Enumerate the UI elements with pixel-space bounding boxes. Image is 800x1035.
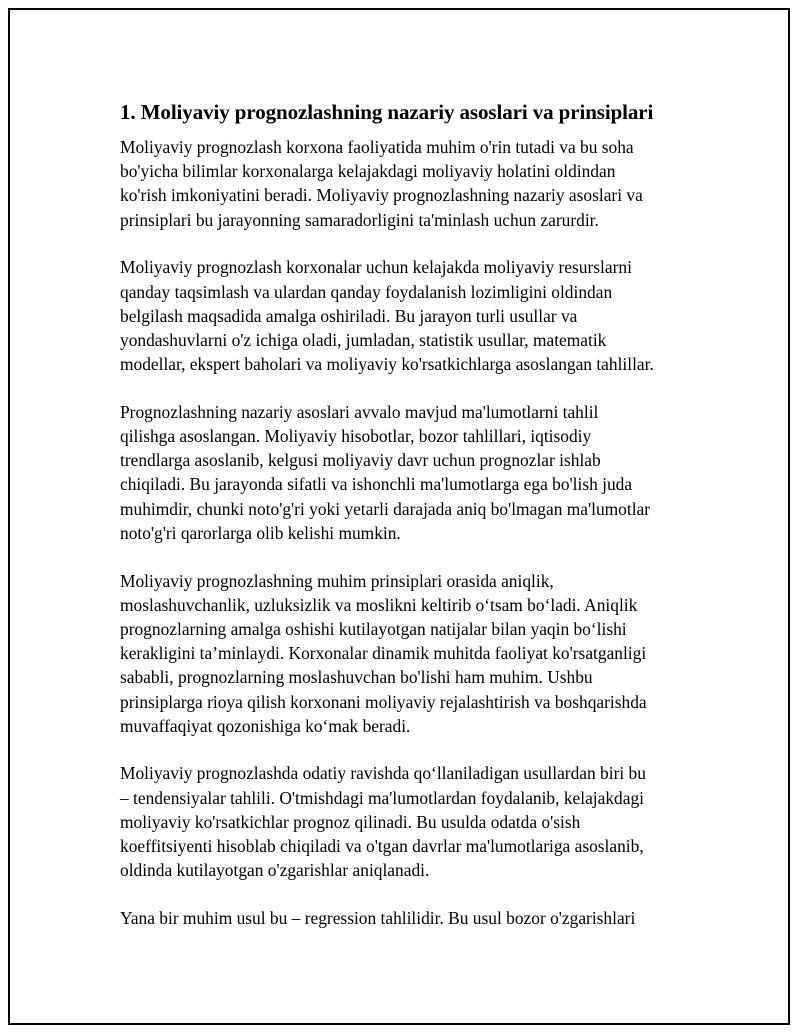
text-line: Moliyaviy prognozlashning muhim prinsiplari orasida aniqlik, [120, 570, 554, 591]
text-line: muvaffaqiyat qozonishiga ko‘mak beradi. [120, 715, 411, 736]
text-line: koeffitsiyenti hisoblab chiqiladi va o'tgan davrlar ma'lumotlariga asoslanib, [120, 836, 644, 857]
paragraph-6 [120, 906, 700, 930]
text-line: chiqiladi. Bu jarayonda sifatli va ishonchli ma'lumotlarga ega bo'lish juda [120, 474, 633, 495]
paragraph-4 [120, 569, 700, 738]
paragraph-2 [120, 255, 700, 376]
text-line: qanday taqsimlash va ulardan qanday foydalanish lozimligini oldindan [120, 281, 613, 302]
text-line: prinsiplari bu jarayonning samaradorligini ta'minlash uchun zarurdir. [120, 209, 599, 230]
text-line: modellar, ekspert baholari va moliyaviy ko'rsatkichlarga asoslangan tahlillar. [120, 354, 654, 375]
document-body [120, 99, 700, 954]
text-line: prinsiplarga rioya qilish korxonani moliyaviy rejalashtirish va boshqarishda [120, 691, 647, 712]
text-line: – tendensiyalar tahlili. O'tmishdagi ma'lumotlardan foydalanib, kelajakdagi [120, 787, 644, 808]
text-line: prognozlarning amalga oshishi kutilayotgan natijalar bilan yaqin bo‘lishi [120, 618, 627, 639]
text-line: kerakligini ta’minlaydi. Korxonalar dinamik muhitda faoliyat ko'rsatganligi [120, 643, 647, 664]
text-line: Prognozlashning nazariy asoslari avvalo mavjud ma'lumotlarni tahlil [120, 401, 599, 422]
text-line: noto'g'ri qarorlarga olib kelishi mumkin. [120, 522, 401, 543]
page-frame [8, 8, 790, 1025]
paragraph-5 [120, 761, 700, 882]
text-line: yondashuvlarni o'z ichiga oladi, jumladan, statistik usullar, matematik [120, 329, 607, 350]
section-heading: 1. Moliyaviy prognozlashning nazariy asoslari va prinsiplari [120, 100, 654, 124]
text-line: muhimdir, chunki noto'g'ri yoki yetarli darajada aniq bo'lmagan ma'lumotlar [120, 498, 651, 519]
text-line: moslashuvchanlik, uzluksizlik va moslikni keltirib o‘tsam bo‘ladi. Aniqlik [120, 594, 638, 615]
text-line: Moliyaviy prognozlash korxona faoliyatida muhim o'rin tutadi va bu soha [120, 137, 634, 157]
paragraph-3 [120, 400, 700, 545]
text-line: Yana bir muhim usul bu – regression tahlilidir. Bu usul bozor o'zgarishlari [120, 907, 636, 928]
text-line: moliyaviy ko'rsatkichlar prognoz qilinadi. Bu usulda odatda o'sish [120, 811, 581, 832]
text-line: ko'rish imkoniyatini beradi. Moliyaviy prognozlashning nazariy asoslari va [120, 185, 643, 206]
text-line: sababli, prognozlarning moslashuvchan bo'lishi ham muhim. Ushbu [120, 667, 593, 688]
text-line: qilishga asoslangan. Moliyaviy hisobotlar, bozor tahlillari, iqtisodiy [120, 426, 592, 447]
text-line: trendlarga asoslanib, kelgusi moliyaviy davr uchun prognozlar ishlab [120, 450, 601, 471]
text-line: bo'yicha bilimlar korxonalarga kelajakdagi moliyaviy holatini oldindan [120, 161, 616, 182]
text-line: belgilash maqsadida amalga oshiriladi. Bu jarayon turli usullar va [120, 305, 578, 326]
paragraph-1 [120, 135, 700, 232]
text-line: Moliyaviy prognozlashda odatiy ravishda qo‘llaniladigan usullardan biri bu [120, 763, 646, 784]
text-line: oldinda kutilayotgan o'zgarishlar aniqlanadi. [120, 860, 430, 881]
text-line: Moliyaviy prognozlash korxonalar uchun kelajakda moliyaviy resurslarni [120, 257, 632, 278]
